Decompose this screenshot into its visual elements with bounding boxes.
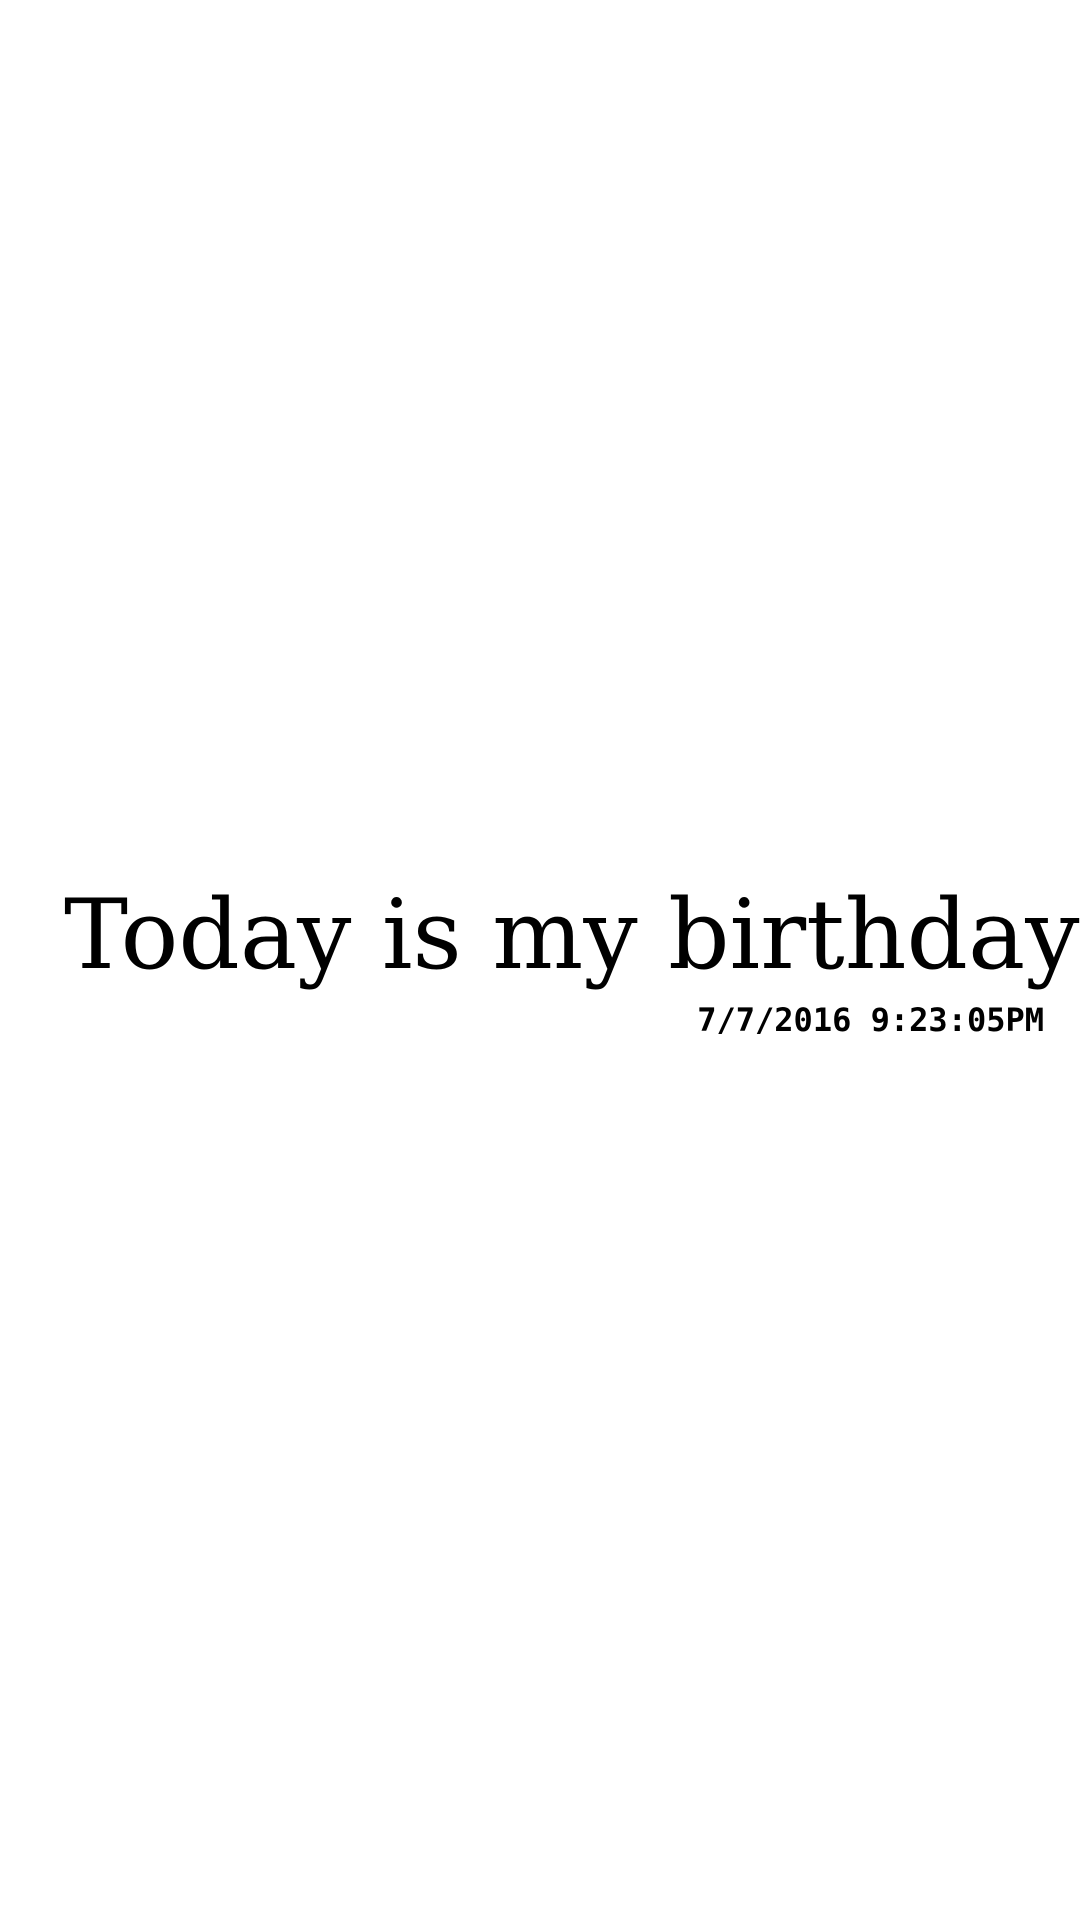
post-timestamp: 7/7/2016 9:23:05PM (697, 1001, 1044, 1039)
post-card (64, 879, 1080, 1040)
post-message: Today is my birthday (64, 879, 1080, 991)
